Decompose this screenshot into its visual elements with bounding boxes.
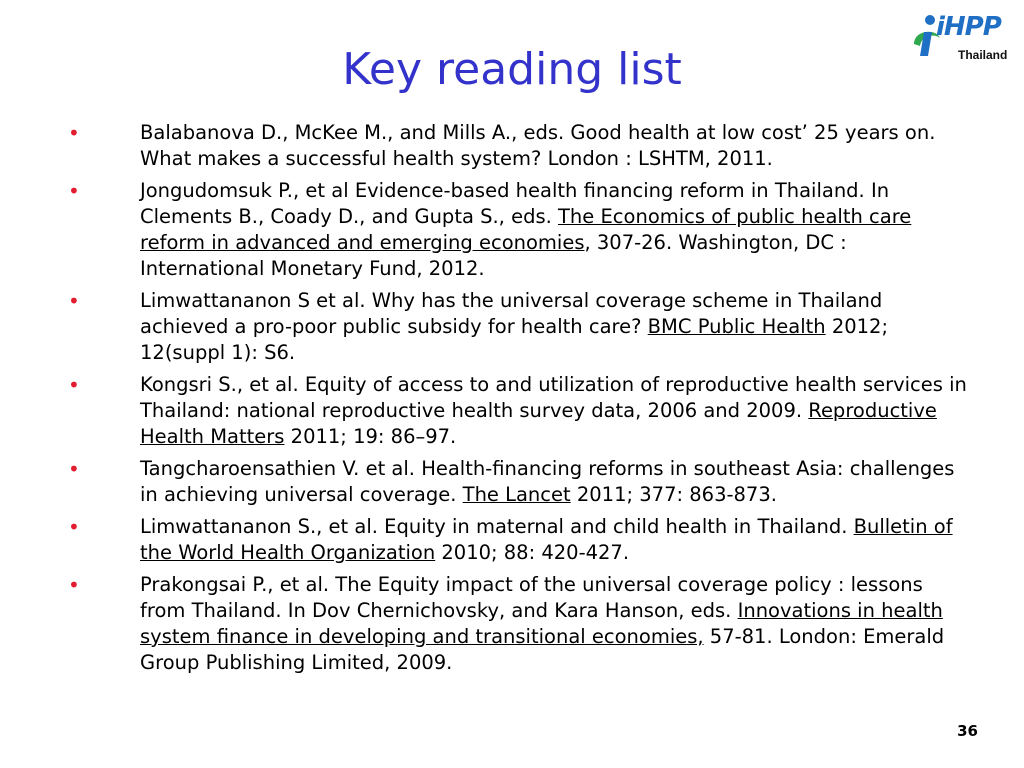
reference-item bbox=[68, 178, 968, 282]
page-number: 36 bbox=[957, 722, 978, 740]
publication-title: The Lancet bbox=[462, 483, 571, 506]
reference-text: Kongsri S., et al. Equity of access to and utilization of reproductive health services in Thailand: national reproductive health survey data, 2006 and 2009. bbox=[140, 373, 967, 422]
publication-title: Reproductive Health Matters bbox=[140, 399, 937, 448]
reference-item bbox=[68, 372, 968, 450]
slide-title: Key reading list bbox=[342, 44, 682, 95]
reference-text: Balabanova D., McKee M., and Mills A., eds. Good health at low cost’ 25 years on. What makes a successful health system? London : LSHTM, 2011. bbox=[140, 121, 936, 170]
reference-item bbox=[68, 572, 968, 676]
bullet-icon: • bbox=[68, 457, 80, 481]
reference-text: Limwattananon S et al. Why has the universal coverage scheme in Thailand achieved a pro-poor public subsidy for health care? bbox=[140, 289, 883, 338]
reference-text: 2011; 19: 86–97. bbox=[284, 425, 457, 448]
publication-title: Innovations in health system finance in developing and transitional economies, bbox=[140, 599, 943, 648]
reading-list bbox=[68, 120, 968, 682]
reference-text: Prakongsai P., et al. The Equity impact of the universal coverage policy : lessons from Thailand. In Dov Chernichovsky, and Kara Hanson, eds. bbox=[140, 573, 923, 622]
reference-text: 2012; 12(suppl 1): S6. bbox=[140, 315, 889, 364]
reference-item bbox=[68, 288, 968, 366]
reference-text: Jongudomsuk P., et al Evidence-based health financing reform in Thailand. In Clements B., Coady D., and Gupta S., eds. bbox=[140, 179, 890, 228]
reference-text: , 307-26. Washington, DC : International Monetary Fund, 2012. bbox=[140, 231, 847, 280]
logo-subtitle: Thailand bbox=[958, 48, 1008, 62]
publication-title: BMC Public Health bbox=[647, 315, 826, 338]
publication-title: Bulletin of the World Health Organization bbox=[140, 515, 953, 564]
logo-wordmark: iHPP bbox=[936, 12, 1001, 42]
reference-text: 2010; 88: 420-427. bbox=[435, 541, 630, 564]
reference-item bbox=[68, 120, 968, 172]
bullet-icon: • bbox=[68, 373, 80, 397]
reference-text: 2011; 377: 863-873. bbox=[570, 483, 777, 506]
bullet-icon: • bbox=[68, 573, 80, 597]
reference-item bbox=[68, 514, 968, 566]
bullet-icon: • bbox=[68, 121, 80, 145]
bullet-icon: • bbox=[68, 289, 80, 313]
reference-text: Limwattananon S., et al. Equity in maternal and child health in Thailand. bbox=[140, 515, 854, 538]
bullet-icon: • bbox=[68, 515, 80, 539]
reference-item bbox=[68, 456, 968, 508]
reference-text: Tangcharoensathien V. et al. Health-financing reforms in southeast Asia: challenges in achieving universal coverage. bbox=[140, 457, 955, 506]
ihpp-logo bbox=[910, 8, 1022, 70]
reference-text: 57-81. London: Emerald Group Publishing Limited, 2009. bbox=[140, 625, 945, 674]
bullet-icon: • bbox=[68, 179, 80, 203]
publication-title: The Economics of public health care reform in advanced and emerging economies bbox=[140, 205, 912, 254]
